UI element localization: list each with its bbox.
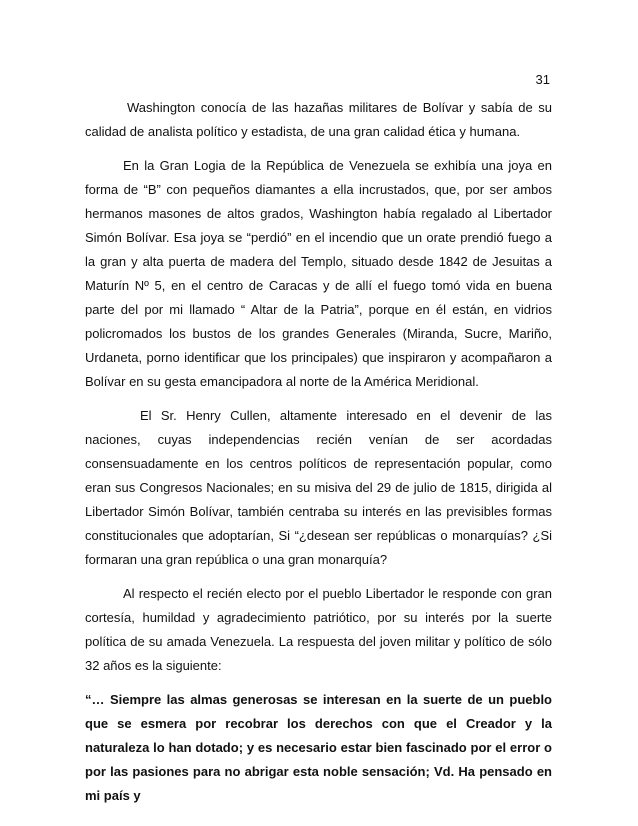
paragraph-gran-logia: En la Gran Logia de la República de Venezuela se exhibía una joya en forma de “B” con pequeños diamantes a ella incrustados, que, por ser ambos hermanos masones de altos grados, Washington había regalado al Libertador Simón Bolívar. Esa joya se “perdió” en el incendio que un orate prendió fuego a la gran y alta puerta de madera del Templo, situado desde 1842 de Jesuitas a Maturín Nº 5, en el centro de Caracas y de allí el fuego tomó vida en buena parte del por mi llamado “ Altar de la Patria”, porque en él están, en vidrios policromados los bustos de los grandes Generales (Miranda, Sucre, Mariño, Urdaneta, porno identificar que los principales) que inspiraron y acompañaron a Bolívar en su gesta emancipadora al norte de la América Meridional. (85, 158, 552, 389)
page-number: 31 (535, 72, 550, 87)
quote-bolivar: “… Siempre las almas generosas se interesan en la suerte de un pueblo que se esmera por recobrar los derechos con que el Creador y la naturaleza lo han dotado; y es necesario estar bien fascinado por el error o por las pasiones para no abrigar esta noble sensación; Vd. Ha pensado en mi país y (85, 692, 552, 803)
paragraph-henry-cullen: El Sr. Henry Cullen, altamente interesado en el devenir de las naciones, cuyas independencias recién venían de ser acordadas consensuadamente en los centros políticos de representación popular, como eran sus Congresos Nacionales; en su misiva del 29 de julio de 1815, dirigida al Libertador Simón Bolívar, también centraba su interés en las previsibles formas constitucionales que adoptarían, Si “¿desean ser repúblicas o monarquías? ¿Si formaran una gran república o una gran monarquía? (85, 408, 552, 567)
paragraph-respuesta: Al respecto el recién electo por el pueblo Libertador le responde con gran cortesía, humildad y agradecimiento patriótico, por su interés por la suerte política de su amada Venezuela. La respuesta del joven militar y político de sólo 32 años es la siguiente: (85, 586, 552, 673)
paragraph-washington: Washington conocía de las hazañas militares de Bolívar y sabía de su calidad de analista político y estadista, de una gran calidad ética y humana. (85, 100, 552, 139)
document-body (85, 96, 552, 818)
